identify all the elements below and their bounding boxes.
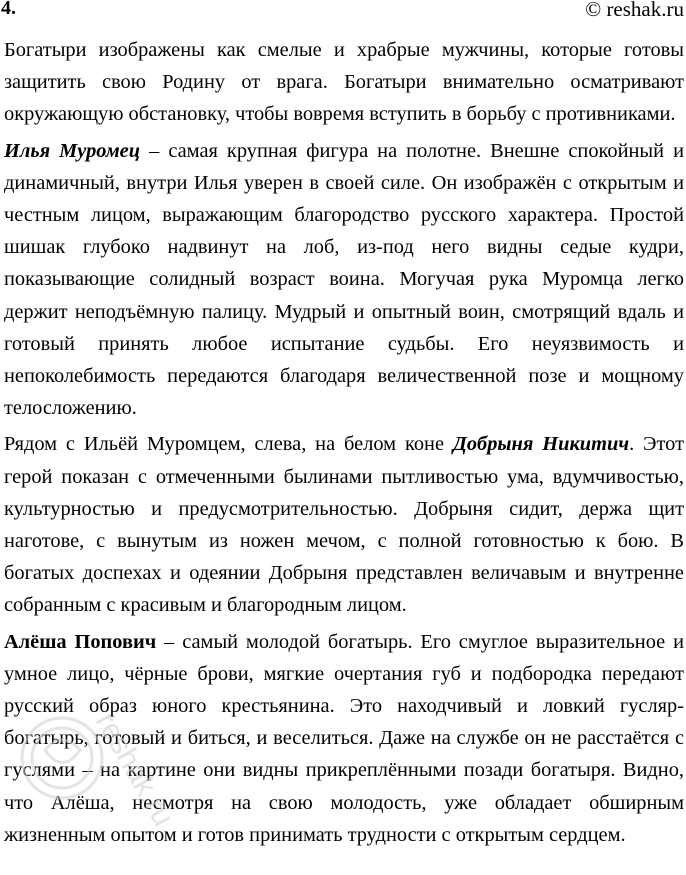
name-dobrynya-nikitich: Добрыня Никитич xyxy=(452,433,630,456)
paragraph-alyosha xyxy=(4,626,684,851)
site-watermark-label: © reshak.ru xyxy=(585,0,684,21)
answer-text xyxy=(4,34,684,855)
paragraph-intro: Богатыри изображены как смелые и храбрые мужчины, которые готовы защитить свою Родину от врага. Богатыри внимательно осматривают окружающую обстановку, чтобы вовремя вступить в борьбу с противниками. xyxy=(4,39,684,126)
task-number: 4. xyxy=(1,0,16,19)
name-ilya-muromets: Илья Муромец xyxy=(4,139,141,162)
page-header xyxy=(0,0,686,30)
paragraph-dobrynya xyxy=(4,428,684,621)
svg-text:reshak.ru: reshak.ru xyxy=(88,707,181,832)
paragraph-dobrynya-lead: Рядом с Ильёй Муромцем, слева, на белом коне xyxy=(4,433,453,456)
paragraph-ilya-text: – самая крупная фигура на полотне. Внешне спокойный и динамичный, внутри Илья уверен в своей силе. Он изображён с открытым и честным лицом, выражающим благородство русского характера. Простой шишак глубоко надвинут на лоб, из-под него видны седые кудри, показывающие солидный возраст воина. Могучая рука Муромца легко держит неподъёмную палицу. Мудрый и опытный воин, смотрящий вдаль и готовый принять любое испытание судьбы. Его неуязвимость и непоколебимость передаются благодаря величественной позе и мощному телосложению. xyxy=(4,139,684,420)
paragraph-alyosha-text: – самый молодой богатырь. Его смуглое выразительное и умное лицо, чёрные брови, мягкие очертания губ и подбородка передают русский образ юного крестьянина. Это находчивый и ловкий гусляр-богатырь, готовый и биться, и веселиться. Даже на службе он не расстаётся с гуслями – на картине они видны прикреплёнными позади богатыря. Видно, что Алёша, несмотря на свою молодость, уже обладает обширным жизненным опытом и готов принимать трудности с открытым сердцем. xyxy=(4,630,684,846)
name-alyosha-popovich: Алёша Попович xyxy=(4,630,157,653)
paragraph-ilya xyxy=(4,135,684,425)
paragraph-dobrynya-text: . Этот герой показан с отмеченными былинами пытливостью ума, вдумчивостью, культурностью и предусмотрительностью. Добрыня сидит, держа щит наготове, с вынутым из ножен мечом, с полной готовностью к бою. В богатых доспехах и одеянии Добрыня представлен величавым и внутренне собранным с красивым и благородным лицом. xyxy=(4,433,684,617)
